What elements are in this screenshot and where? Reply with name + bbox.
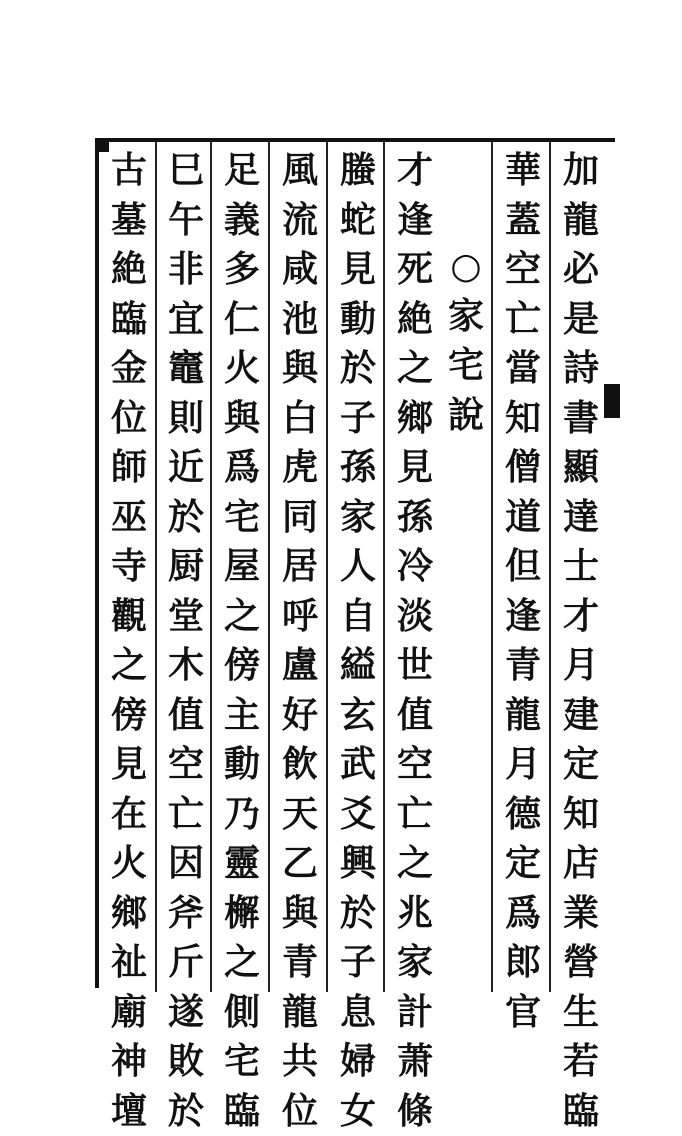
- glyph: 兆: [397, 889, 433, 939]
- glyph: 傍: [224, 641, 260, 691]
- glyph: 咸: [282, 245, 318, 295]
- glyph: 亡: [168, 790, 204, 840]
- glyph: 火: [224, 344, 260, 394]
- glyph: 僧: [505, 443, 541, 493]
- glyph: 寺: [111, 542, 147, 592]
- glyph: 蓋: [505, 196, 541, 246]
- text-column-9: [106, 146, 152, 1136]
- glyph: 古: [111, 146, 147, 196]
- glyph: 鄉: [397, 394, 433, 444]
- glyph: 足: [224, 146, 260, 196]
- glyph: 於: [168, 1087, 204, 1136]
- glyph: 斤: [168, 938, 204, 988]
- glyph: 絶: [397, 295, 433, 345]
- glyph: 池: [282, 295, 318, 345]
- glyph: 爲: [505, 889, 541, 939]
- glyph: 午: [168, 196, 204, 246]
- glyph: 月: [563, 641, 599, 691]
- glyph: 爲: [224, 443, 260, 493]
- glyph: 德: [505, 790, 541, 840]
- glyph: 條: [397, 1087, 433, 1136]
- glyph: 木: [168, 641, 204, 691]
- glyph: 金: [111, 344, 147, 394]
- frame-left-border: [95, 138, 99, 988]
- glyph: 女: [340, 1087, 376, 1136]
- glyph: 與: [282, 344, 318, 394]
- glyph: 息: [340, 988, 376, 1038]
- glyph: 則: [168, 394, 204, 444]
- text-column-6: [277, 146, 323, 1136]
- glyph: 共: [282, 1037, 318, 1087]
- glyph: 業: [563, 889, 599, 939]
- glyph: 逢: [505, 592, 541, 642]
- glyph: 側: [224, 988, 260, 1038]
- glyph: 壇: [111, 1087, 147, 1136]
- glyph: 死: [397, 245, 433, 295]
- glyph: 見: [340, 245, 376, 295]
- glyph: 青: [282, 938, 318, 988]
- glyph: 之: [111, 641, 147, 691]
- glyph: 空: [397, 740, 433, 790]
- glyph: 位: [282, 1087, 318, 1136]
- glyph: 多: [224, 245, 260, 295]
- column-rule: [268, 142, 270, 992]
- text-column-8: [163, 146, 209, 1136]
- glyph: 堂: [168, 592, 204, 642]
- glyph: 子: [340, 394, 376, 444]
- glyph: 好: [282, 691, 318, 741]
- glyph: 飲: [282, 740, 318, 790]
- glyph: 位: [111, 394, 147, 444]
- glyph: 主: [224, 691, 260, 741]
- glyph: 興: [340, 839, 376, 889]
- glyph: 空: [168, 740, 204, 790]
- glyph: 孫: [397, 493, 433, 543]
- text-column-5: [335, 146, 381, 1136]
- glyph: 非: [168, 245, 204, 295]
- glyph: 義: [224, 196, 260, 246]
- glyph: 斧: [168, 889, 204, 939]
- glyph: 知: [505, 394, 541, 444]
- column-rule: [210, 142, 212, 992]
- glyph: 空: [505, 245, 541, 295]
- glyph: 書: [563, 394, 599, 444]
- glyph: 天: [282, 790, 318, 840]
- glyph: 計: [397, 988, 433, 1038]
- glyph: 定: [563, 740, 599, 790]
- glyph: 子: [340, 938, 376, 988]
- column-rule: [549, 142, 551, 992]
- glyph: 值: [397, 691, 433, 741]
- glyph: 臨: [563, 1087, 599, 1136]
- glyph: 孫: [340, 443, 376, 493]
- glyph: 冷: [397, 542, 433, 592]
- glyph: 家: [448, 292, 484, 342]
- glyph: 亡: [505, 295, 541, 345]
- section-heading-column: [443, 242, 489, 440]
- glyph: 遂: [168, 988, 204, 1038]
- glyph: 臨: [224, 1087, 260, 1136]
- glyph: 竈: [168, 344, 204, 394]
- glyph: 仁: [224, 295, 260, 345]
- glyph: 因: [168, 839, 204, 889]
- glyph: 之: [397, 344, 433, 394]
- glyph: 靈: [224, 839, 260, 889]
- glyph: 觀: [111, 592, 147, 642]
- glyph: 絶: [111, 245, 147, 295]
- glyph: 傍: [111, 691, 147, 741]
- glyph: 敗: [168, 1037, 204, 1087]
- frame-top-border: [95, 138, 615, 142]
- glyph: 與: [224, 394, 260, 444]
- glyph: 之: [224, 592, 260, 642]
- column-rule: [155, 142, 157, 992]
- glyph: 風: [282, 146, 318, 196]
- glyph: 值: [168, 691, 204, 741]
- glyph: 月: [505, 740, 541, 790]
- glyph: 人: [340, 542, 376, 592]
- glyph: 廟: [111, 988, 147, 1038]
- glyph: 龍: [563, 196, 599, 246]
- glyph: 才: [397, 146, 433, 196]
- glyph: 呼: [282, 592, 318, 642]
- glyph: 火: [111, 839, 147, 889]
- glyph: ○: [450, 242, 481, 292]
- glyph: 龍: [505, 691, 541, 741]
- glyph: 逢: [397, 196, 433, 246]
- glyph: 爻: [340, 790, 376, 840]
- glyph: 見: [111, 740, 147, 790]
- glyph: 淡: [397, 592, 433, 642]
- glyph: 同: [282, 493, 318, 543]
- glyph: 居: [282, 542, 318, 592]
- glyph: 萧: [397, 1037, 433, 1087]
- glyph: 乃: [224, 790, 260, 840]
- glyph: 華: [505, 146, 541, 196]
- glyph: 近: [168, 443, 204, 493]
- glyph: 玄: [340, 691, 376, 741]
- fish-tail-mark: [604, 384, 620, 418]
- glyph: 婦: [340, 1037, 376, 1087]
- glyph: 建: [563, 691, 599, 741]
- glyph: 之: [224, 938, 260, 988]
- glyph: 士: [563, 542, 599, 592]
- glyph: 臨: [111, 295, 147, 345]
- glyph: 祉: [111, 938, 147, 988]
- glyph: 家: [397, 938, 433, 988]
- column-rule: [491, 142, 493, 992]
- glyph: 知: [563, 790, 599, 840]
- glyph: 巫: [111, 493, 147, 543]
- glyph: 才: [563, 592, 599, 642]
- glyph: 在: [111, 790, 147, 840]
- glyph: 武: [340, 740, 376, 790]
- glyph: 動: [224, 740, 260, 790]
- glyph: 於: [340, 344, 376, 394]
- glyph: 龍: [282, 988, 318, 1038]
- glyph: 乙: [282, 839, 318, 889]
- glyph: 與: [282, 889, 318, 939]
- glyph: 宜: [168, 295, 204, 345]
- glyph: 必: [563, 245, 599, 295]
- glyph: 流: [282, 196, 318, 246]
- glyph: 自: [340, 592, 376, 642]
- glyph: 當: [505, 344, 541, 394]
- glyph: 若: [563, 1037, 599, 1087]
- glyph: 神: [111, 1037, 147, 1087]
- glyph: 但: [505, 542, 541, 592]
- glyph: 生: [563, 988, 599, 1038]
- glyph: 螣: [340, 146, 376, 196]
- text-column-7: [219, 146, 265, 1136]
- glyph: 亡: [397, 790, 433, 840]
- glyph: 鄉: [111, 889, 147, 939]
- glyph: 宅: [448, 341, 484, 391]
- glyph: 營: [563, 938, 599, 988]
- glyph: 郎: [505, 938, 541, 988]
- glyph: 世: [397, 641, 433, 691]
- text-column-1: [558, 146, 604, 1136]
- glyph: 巳: [168, 146, 204, 196]
- glyph: 墓: [111, 196, 147, 246]
- glyph: 宅: [224, 493, 260, 543]
- glyph: 厨: [168, 542, 204, 592]
- glyph: 道: [505, 493, 541, 543]
- glyph: 青: [505, 641, 541, 691]
- glyph: 店: [563, 839, 599, 889]
- column-rule: [326, 142, 328, 992]
- text-column-2: [500, 146, 546, 1037]
- glyph: 白: [282, 394, 318, 444]
- glyph: 顯: [563, 443, 599, 493]
- glyph: 說: [448, 391, 484, 441]
- glyph: 虎: [282, 443, 318, 493]
- glyph: 家: [340, 493, 376, 543]
- column-rule: [383, 142, 385, 992]
- glyph: 詩: [563, 344, 599, 394]
- text-column-4: [392, 146, 438, 1136]
- glyph: 蛇: [340, 196, 376, 246]
- glyph: 見: [397, 443, 433, 493]
- glyph: 宅: [224, 1037, 260, 1087]
- glyph: 屋: [224, 542, 260, 592]
- glyph: 官: [505, 988, 541, 1038]
- glyph: 是: [563, 295, 599, 345]
- glyph: 縊: [340, 641, 376, 691]
- glyph: 達: [563, 493, 599, 543]
- glyph: 於: [168, 493, 204, 543]
- glyph: 盧: [282, 641, 318, 691]
- glyph: 加: [563, 146, 599, 196]
- glyph: 定: [505, 839, 541, 889]
- glyph: 於: [340, 889, 376, 939]
- glyph: 檞: [224, 889, 260, 939]
- glyph: 師: [111, 443, 147, 493]
- glyph: 之: [397, 839, 433, 889]
- glyph: 動: [340, 295, 376, 345]
